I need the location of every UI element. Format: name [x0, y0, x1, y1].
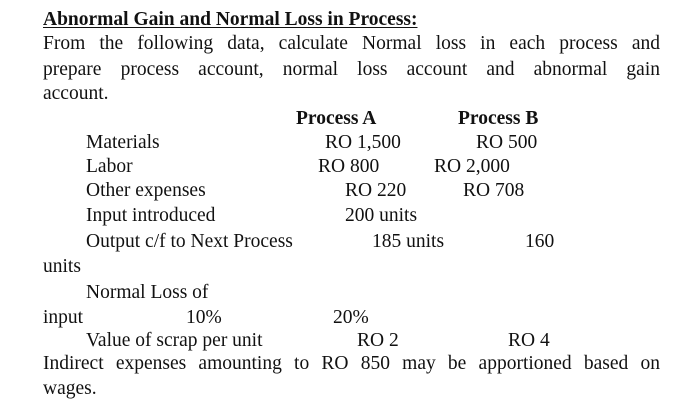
- footer-line-2: wages.: [43, 378, 97, 399]
- row-other-a: RO 220: [345, 180, 407, 201]
- row-normal-loss-label: Normal Loss of: [86, 282, 209, 303]
- row-scrap-b: RO 4: [508, 330, 550, 351]
- row-other-b: RO 708: [463, 180, 525, 201]
- row-input-label: Input introduced: [86, 205, 216, 226]
- header-process-b: Process B: [458, 108, 539, 129]
- row-output-wrap: units: [43, 256, 81, 277]
- row-other-label: Other expenses: [86, 180, 206, 201]
- row-output-label: Output c/f to Next Process: [86, 231, 293, 252]
- row-labor-a: RO 800: [318, 156, 380, 177]
- row-materials-label: Materials: [86, 132, 160, 153]
- intro-line-3: account.: [43, 83, 109, 104]
- row-output-b: 160: [525, 231, 555, 252]
- header-process-a: Process A: [296, 108, 377, 129]
- row-materials-b: RO 500: [476, 132, 538, 153]
- intro-line-1: From the following data, calculate Normal loss in each process and: [43, 33, 660, 54]
- row-normal-loss-wrap: input: [43, 307, 84, 328]
- row-labor-label: Labor: [86, 156, 133, 177]
- row-input-a: 200 units: [345, 205, 418, 226]
- row-normal-loss-a: 10%: [186, 307, 222, 328]
- row-scrap-a: RO 2: [357, 330, 399, 351]
- row-normal-loss-b: 20%: [333, 307, 369, 328]
- intro-line-2: prepare process account, normal loss account and abnormal gain: [43, 59, 660, 80]
- footer-line-1: Indirect expenses amounting to RO 850 may be apportioned based on: [43, 353, 660, 374]
- row-scrap-label: Value of scrap per unit: [86, 330, 263, 351]
- row-materials-a: RO 1,500: [325, 132, 401, 153]
- row-output-a: 185 units: [372, 231, 445, 252]
- document-title: Abnormal Gain and Normal Loss in Process:: [43, 9, 418, 30]
- row-labor-b: RO 2,000: [434, 156, 510, 177]
